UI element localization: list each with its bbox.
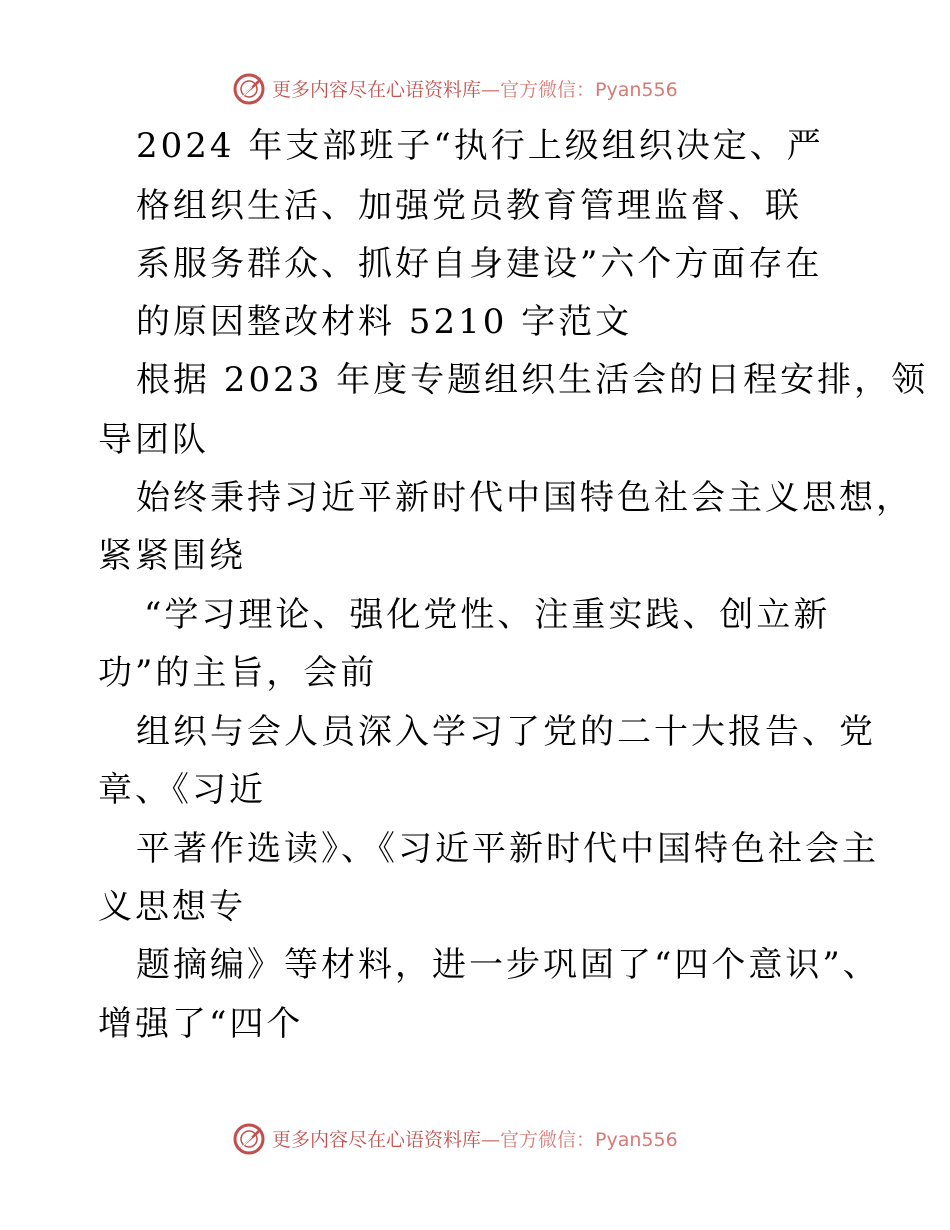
watermark-wechat: —官方微信：Pyan556 — [481, 1129, 678, 1151]
body-line: 导团队 — [98, 420, 209, 460]
watermark-text: 更多内容尽在心语资料库 — [272, 1129, 482, 1151]
watermark-text: 更多内容尽在心语资料库 — [272, 79, 482, 101]
body-line: 义思想专 — [98, 887, 246, 927]
watermark-wechat: —官方微信：Pyan556 — [481, 79, 678, 101]
footer-watermark — [0, 1120, 950, 1160]
body-line: 题摘编》等材料，进一步巩固了“四个意识”、 — [136, 945, 880, 985]
body-line: 根据 2023 年度专题组织生活会的日程安排，领 — [136, 360, 929, 400]
body-line: 增强了“四个 — [98, 1004, 304, 1044]
feather-pen-logo-icon — [232, 72, 266, 106]
title-line: 格组织生活、加强党员教育管理监督、联 — [136, 186, 802, 226]
title-line: 2024 年支部班子“执行上级组织决定、严 — [136, 126, 824, 166]
body-line: 章、《习近 — [98, 770, 266, 810]
body-line: 功”的主旨，会前 — [98, 653, 378, 693]
header-watermark — [0, 70, 950, 110]
body-line: 组织与会人员深入学习了党的二十大报告、党 — [136, 712, 876, 752]
body-line: 始终秉持习近平新时代中国特色社会主义思想， — [136, 478, 913, 518]
feather-pen-logo-icon — [232, 1122, 266, 1156]
title-line: 系服务群众、抓好自身建设”六个方面存在 — [136, 244, 823, 284]
body-line: 平著作选读》、《习近平新时代中国特色社会主 — [136, 829, 879, 869]
body-line: “学习理论、强化党性、注重实践、创立新 — [144, 595, 831, 635]
body-line: 紧紧围绕 — [98, 536, 246, 576]
title-line: 的原因整改材料 5210 字范文 — [136, 302, 633, 342]
